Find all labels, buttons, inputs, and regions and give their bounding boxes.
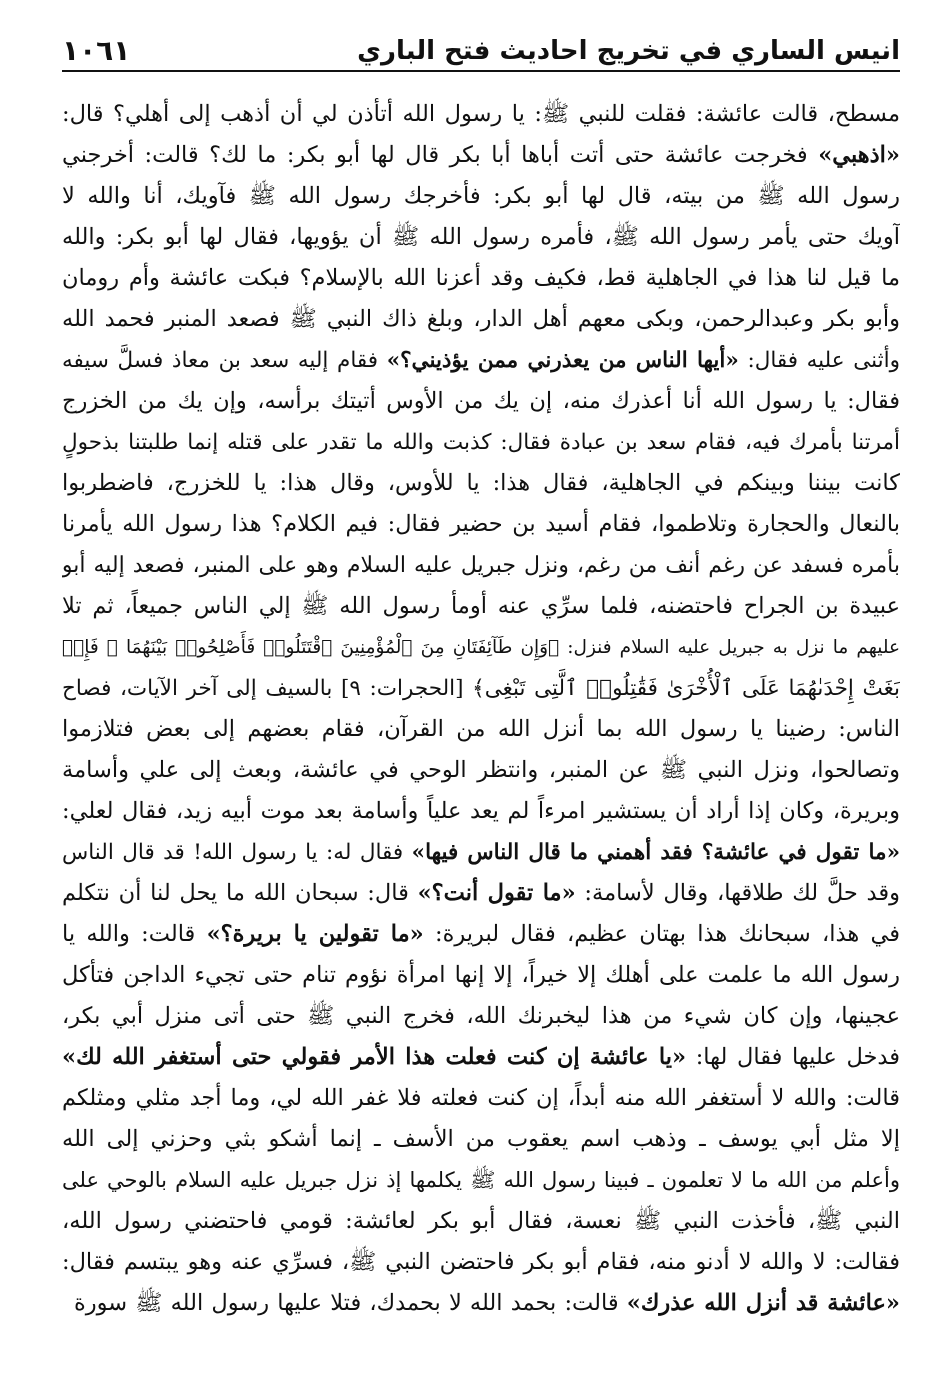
page-body-text (62, 94, 900, 1324)
text-segment: فقالت: لا والله لا أدنو منه، فقام أبو بكر فاحتضن النبي ﷺ، فسرِّي عنه وهو يبتسم فقال: (62, 1249, 900, 1275)
text-segment: فقال: يا رسول الله أنا أعذرك منه، إن يك من الأوس أتيتك برأسه، وإن يك من الخزرج (62, 388, 900, 414)
hadith-quote-segment: «اذهبي» (818, 142, 900, 168)
page-number: ١٠٦١ (62, 34, 131, 67)
text-segment: الناس: رضينا يا رسول الله بما أنزل الله من القرآن، فقام بعضهم إلى بعض فتلازموا (62, 716, 900, 742)
text-segment: وقد حلَّ لك طلاقها، وقال لأسامة: (575, 880, 900, 906)
text-line (62, 94, 900, 135)
text-segment: عبيدة بن الجراح فاحتضنه، فلما سرِّي عنه أومأ رسول الله ﷺ إلي الناس جميعاً، ثم تلا (62, 593, 900, 619)
text-line (62, 340, 900, 381)
text-segment: قال: سبحان الله ما يحل لنا أن نتكلم (62, 880, 418, 906)
text-line (62, 135, 900, 176)
text-line (62, 873, 900, 914)
text-line (62, 545, 900, 586)
text-segment: عليهم ما نزل به جبريل عليه السلام فنزل: ﴿وَإِن طَآئِفَتَانِ مِنَ ٱلْمُؤْمِنِينَ ٱقْتَتَلُوا۟ فَأَصْلِحُوا۟ بَيْنَهُمَا ۖ فَإِنۢ (62, 637, 900, 658)
text-line (62, 299, 900, 340)
text-line (62, 381, 900, 422)
text-line (62, 750, 900, 791)
text-line (62, 1201, 900, 1242)
text-segment: قالت: والله لا أستغفر الله منه أبداً، إن كنت فعلته فلا غفر الله لي، وما أجد مثلي ومثلكم (62, 1085, 900, 1111)
text-line (62, 422, 900, 463)
text-line (62, 1119, 900, 1160)
text-line (62, 709, 900, 750)
book-title: انيس الساري في تخريج احاديث فتح الباري (357, 36, 900, 66)
text-segment: ما قيل لنا هذا في الجاهلية قط، فكيف وقد أعزنا الله بالإسلام؟ فبكت عائشة وأم رومان (62, 265, 900, 291)
text-line (62, 668, 900, 709)
text-line (62, 1283, 900, 1324)
text-segment: بأمره فسفد عن رغم أنف من رغم، ونزل جبريل عليه السلام وهو على المنبر، فصعد إليه أبو (62, 553, 900, 578)
text-segment: قالت: بحمد الله لا بحمدك، فتلا عليها رسول الله ﷺ سورة (73, 1290, 627, 1316)
hadith-quote-segment: «ما تقول في عائشة؟ فقد أهمني ما قال الناس فيها» (411, 840, 900, 865)
text-segment: فقام إليه سعد بن معاذ فسلَّ سيفه (62, 348, 387, 373)
hadith-quote-segment: «ما تقولين يا بريرة؟» (206, 921, 424, 947)
text-line (62, 832, 900, 873)
hadith-quote-segment: «عائشة قد أنزل الله عذرك» (626, 1290, 900, 1316)
text-line (62, 627, 900, 668)
text-segment: وأثنى عليه فقال: (738, 348, 900, 373)
hadith-quote-segment: «ما تقول أنت؟» (417, 880, 576, 906)
text-segment: كانت بيننا وبينكم في الجاهلية، فقال هذا: يا للأوس، وقال هذا: يا للخزرج، فاضطربوا (62, 470, 900, 496)
text-segment: عجينها، وإن كان شيء من هذا ليخبرنك الله، فخرج النبي ﷺ حتى أتى منزل أبي بكر، (62, 1003, 900, 1029)
text-segment: وأبو بكر وعبدالرحمن، وبكى معهم أهل الدار، وبلغ ذاك النبي ﷺ فصعد المنبر فحمد الله (62, 306, 900, 332)
text-line (62, 791, 900, 832)
page-header (62, 28, 900, 72)
text-line (62, 586, 900, 627)
text-segment: بَغَتْ إِحْدَىٰهُمَا عَلَى ٱلْأُخْرَىٰ فَقَٰتِلُوا۟ ٱلَّتِى تَبْغِى﴾ [الحجرات: ٩] بالسيف إلى آخر الآيات، فصاح (62, 676, 900, 701)
text-segment: قالت: والله يا (62, 921, 207, 947)
text-segment: فخرجت عائشة حتى أتت أباها أبا بكر قال لها أبو بكر: ما لك؟ قالت: أخرجني (62, 142, 819, 168)
text-segment: وتصالحوا، ونزل النبي ﷺ عن المنبر، وانتظر الوحي في عائشة، وبعث إلى علي وأسامة (62, 757, 900, 783)
text-segment: فقال له: يا رسول الله! قد قال الناس (62, 840, 412, 865)
text-line (62, 176, 900, 217)
text-segment: أمرتنا بأمرك فيه، فقام سعد بن عبادة فقال: كذبت والله ما تقدر على قتله إنما طلبتنا بذحولٍ (62, 430, 900, 455)
text-segment: مسطح، قالت عائشة: فقلت للنبي ﷺ: يا رسول الله أتأذن لي أن أذهب إلى أهلي؟ قال: (62, 101, 900, 127)
text-line (62, 955, 900, 996)
text-segment: رسول الله ﷺ من بيته، قال لها أبو بكر: فأخرجك رسول الله ﷺ فآويك، أنا والله لا (62, 183, 900, 209)
text-line (62, 1078, 900, 1119)
text-segment: رسول الله ما علمت على أهلك إلا خيراً، إلا إنها امرأة نؤوم تنام حتى تجيء الداجن فتأكل (62, 962, 900, 988)
text-segment: في هذا، سبحانك هذا بهتان عظيم، فقال لبريرة: (423, 921, 900, 947)
text-segment: آويك حتى يأمر رسول الله ﷺ، فأمره رسول الله ﷺ أن يؤويها، فقال لها أبو بكر: والله (62, 224, 900, 250)
text-line (62, 1160, 900, 1201)
text-line (62, 996, 900, 1037)
text-line (62, 463, 900, 504)
book-page (62, 28, 900, 1348)
text-line (62, 217, 900, 258)
text-segment: النبي ﷺ، فأخذت النبي ﷺ نعسة، فقال أبو بكر لعائشة: قومي فاحتضني رسول الله، (62, 1208, 900, 1234)
text-segment: وأعلم من الله ما لا تعلمون ـ فبينا رسول الله ﷺ يكلمها إذ نزل جبريل عليه السلام بالوحي على (62, 1168, 900, 1192)
text-line (62, 258, 900, 299)
text-line (62, 504, 900, 545)
text-segment: إلا مثل أبي يوسف ـ وذهب اسم يعقوب من الأسف ـ إنما أشكو بثي وحزني إلى الله (62, 1126, 900, 1152)
hadith-quote-segment: «أيها الناس من يعذرني ممن يؤذيني؟» (386, 348, 739, 373)
text-segment: فدخل عليها فقال لها: (686, 1044, 900, 1070)
text-line (62, 914, 900, 955)
text-line (62, 1242, 900, 1283)
text-segment: بالنعال والحجارة وتلاطموا، فقام أسيد بن حضير فقال: فيم الكلام؟ هذا رسول الله يأمرنا (62, 511, 900, 537)
hadith-quote-segment: «يا عائشة إن كنت فعلت هذا الأمر فقولي حتى أستغفر الله لك» (62, 1044, 687, 1070)
text-line (62, 1037, 900, 1078)
text-segment: وبريرة، وكان إذا أراد أن يستشير امرءاً لم يعد علياً وأسامة بعد موت أبيه زيد، فقال لعلي: (62, 798, 900, 824)
